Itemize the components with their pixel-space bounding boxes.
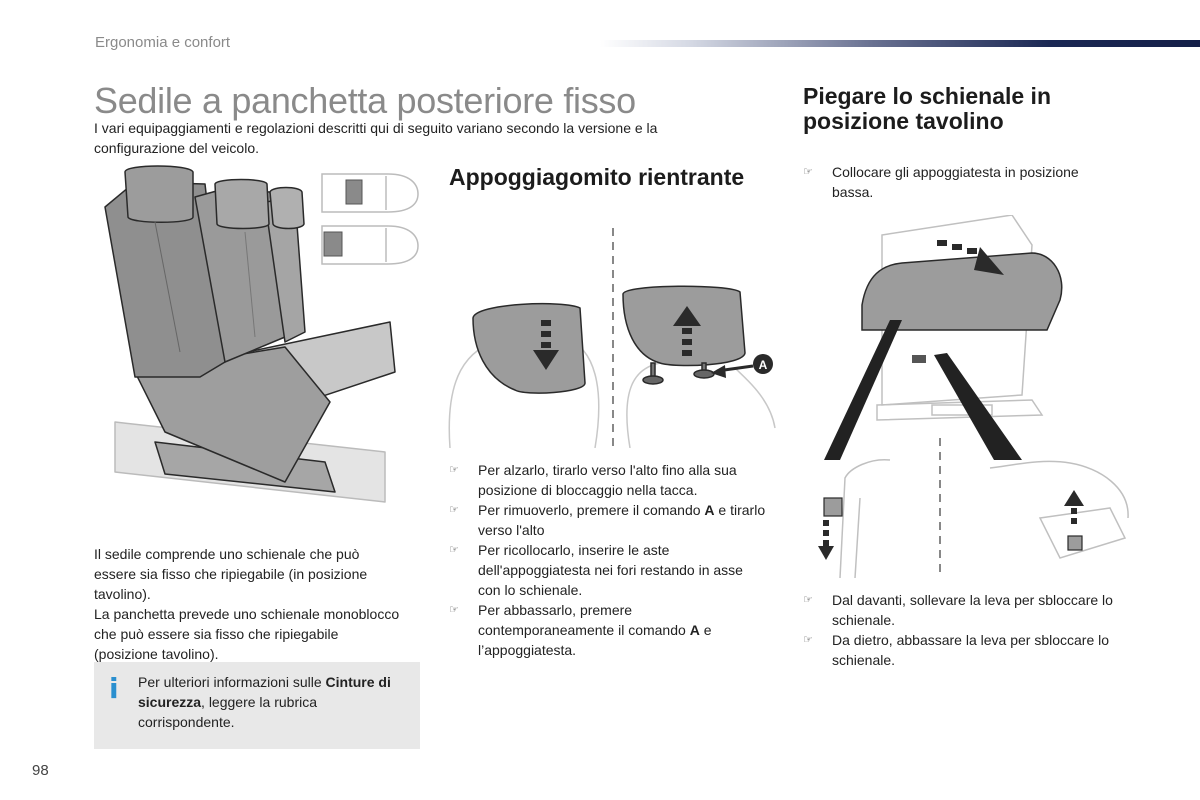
- info-box: [94, 662, 420, 749]
- info-text-part: Per ulteriori informazioni sulle: [138, 674, 326, 690]
- pointing-hand-icon: ☞: [449, 544, 459, 556]
- info-text-part: , leggere la rubrica corrispondente.: [138, 694, 317, 730]
- bullet-text: e l’appoggiatesta.: [478, 622, 712, 658]
- seat-belts-link-text: Cinture di sicurezza: [138, 674, 391, 710]
- control-a-reference: A: [704, 502, 715, 518]
- pointing-hand-icon: ☞: [803, 634, 813, 646]
- seat-description: [94, 544, 404, 664]
- headrest-illustration: [445, 228, 785, 448]
- list-item: [803, 162, 1123, 202]
- control-a-reference: A: [689, 622, 700, 638]
- folded-seat-illustration: [822, 215, 1072, 460]
- section-label: Ergonomia e confort: [95, 34, 231, 51]
- fold-instructions-bottom: [803, 590, 1143, 670]
- info-text: [138, 672, 404, 732]
- description-paragraph: Il sedile comprende uno schienale che può essere sia fisso che ripiegabile (in posizione tavolino).: [94, 546, 368, 602]
- description-paragraph: La panchetta prevede uno schienale monoblocco che può essere sia fisso che ripiegabile (posizione tavolino).: [94, 606, 400, 662]
- van-plan-icons: [318, 166, 422, 274]
- page-title: Sedile a panchetta posteriore fisso: [94, 80, 636, 121]
- info-icon: i: [109, 672, 119, 705]
- callout-a-label: A: [758, 358, 768, 372]
- bullet-text: Dal davanti, sollevare la leva per sbloccare lo schienale.: [832, 592, 1113, 628]
- list-item: [803, 590, 1143, 630]
- bullet-text: Da dietro, abbassare la leva per sbloccare lo schienale.: [832, 632, 1110, 668]
- bullet-text: Per ricollocarlo, inserire le aste dell'appoggiatesta nei fori restando in asse con lo schienale.: [478, 542, 743, 598]
- pointing-hand-icon: ☞: [449, 504, 459, 516]
- bullet-text: Per alzarlo, tirarlo verso l'alto fino alla sua posizione di bloccaggio nella tacca.: [478, 462, 737, 498]
- fold-heading: Piegare lo schienale in posizione tavolino: [803, 83, 1051, 134]
- fold-instructions-top: [803, 162, 1123, 202]
- list-item: [449, 600, 769, 660]
- bullet-text: Per abbassarlo, premere contemporaneamente il comando: [478, 602, 690, 638]
- armrest-heading: Appoggiagomito rientrante: [449, 164, 745, 190]
- list-item: [449, 500, 769, 540]
- list-item: [449, 460, 769, 500]
- lever-detail-illustration: [810, 438, 1135, 578]
- bullet-text: e tirarlo verso l'alto: [478, 502, 766, 538]
- pointing-hand-icon: ☞: [803, 594, 813, 606]
- header-rule: [600, 40, 1200, 47]
- list-item: [803, 630, 1143, 670]
- bullet-text: Per rimuoverlo, premere il comando: [478, 502, 705, 518]
- bullet-text: Collocare gli appoggiatesta in posizione bassa.: [832, 164, 1079, 200]
- pointing-hand-icon: ☞: [449, 464, 459, 476]
- intro-text: I vari equipaggiamenti e regolazioni descritti qui di seguito variano secondo la versione e la configurazione del veicolo.: [94, 120, 658, 156]
- armrest-instructions: [449, 460, 769, 660]
- page-number: 98: [32, 762, 49, 779]
- list-item: [449, 540, 769, 600]
- pointing-hand-icon: ☞: [803, 166, 813, 178]
- pointing-hand-icon: ☞: [449, 604, 459, 616]
